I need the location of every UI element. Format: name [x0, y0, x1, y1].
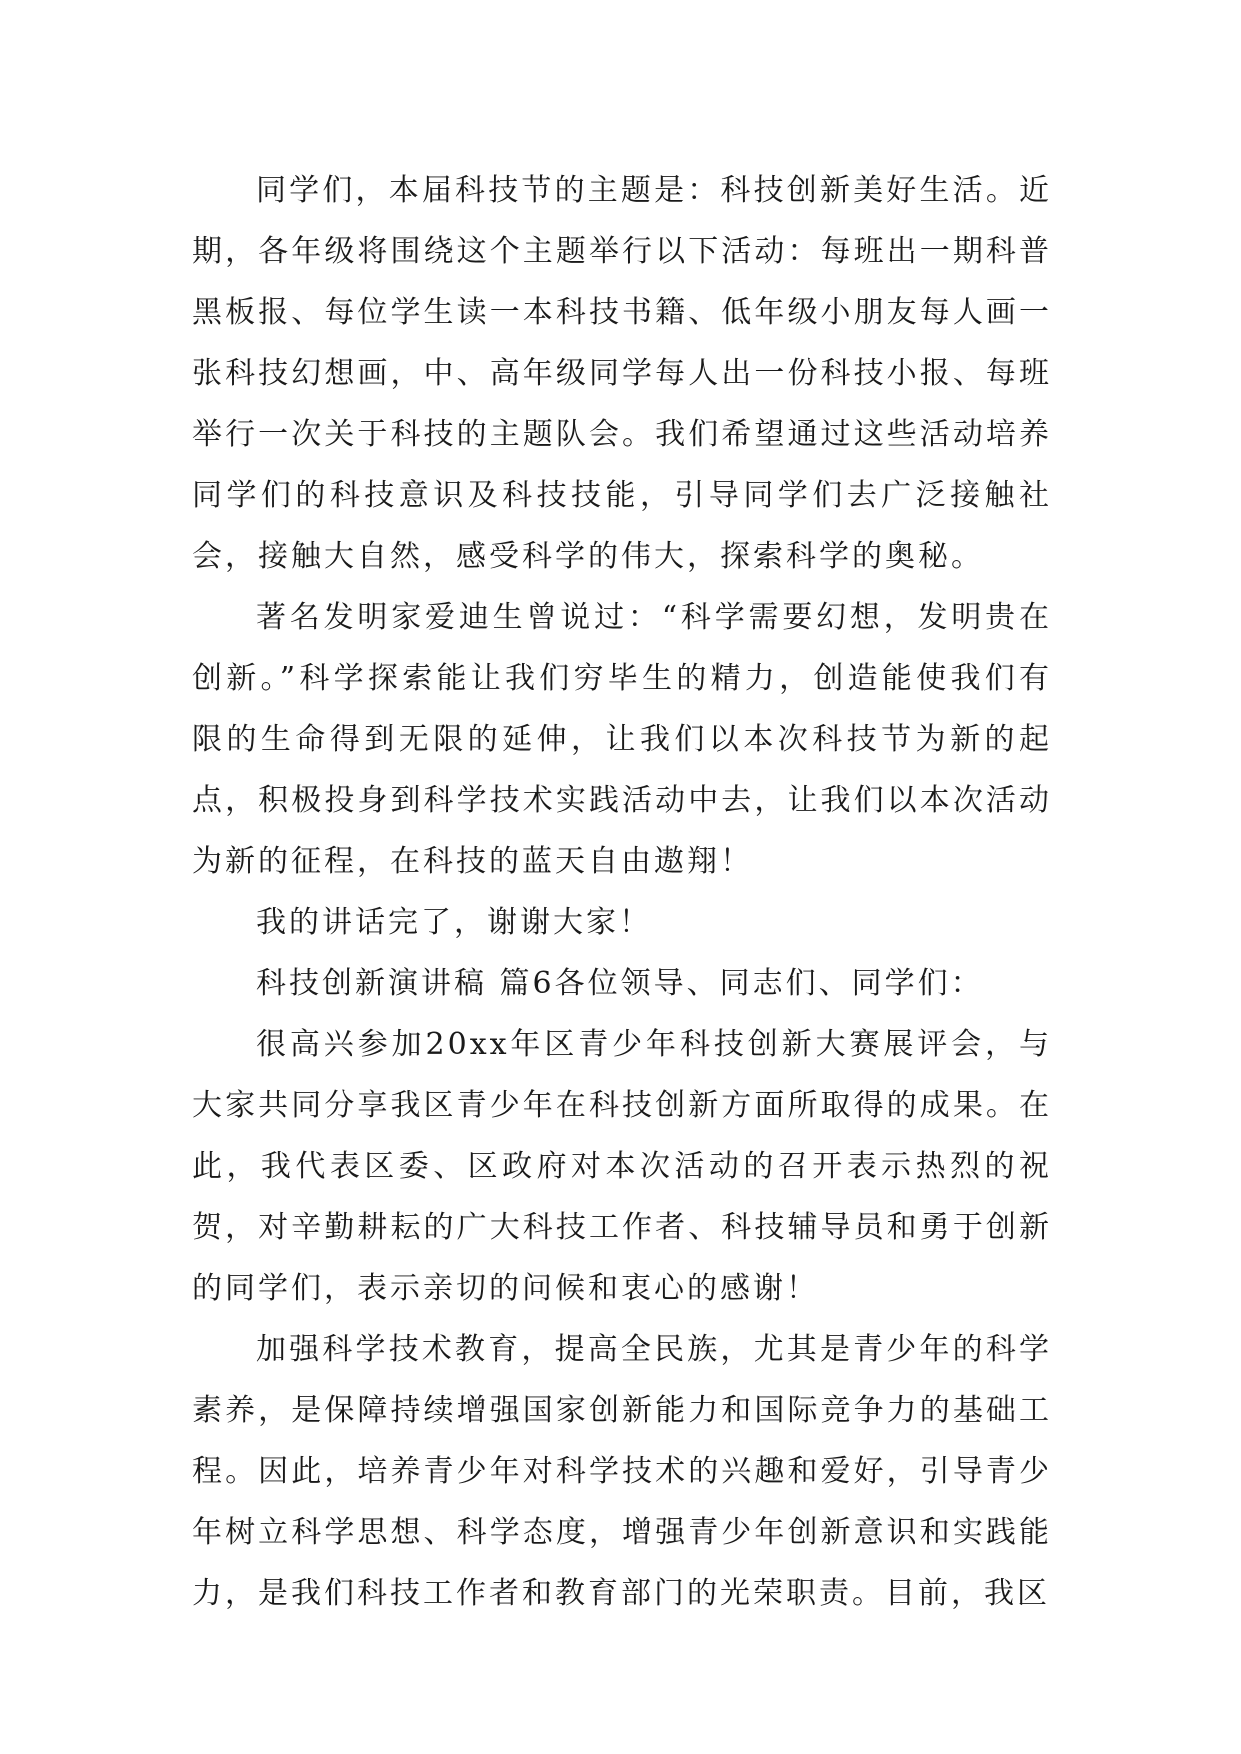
paragraph-edison-quote: 著名发明家爱迪生曾说过：“科学需要幻想，发明贵在创新。”科学探索能让我们穷毕生的精力，创造能使我们有限的生命得到无限的延伸，让我们以本次科技节为新的起点，积极投身到科学技术实践活动中去，让我们以本次活动为新的征程，在科技的蓝天自由遨翔！ [192, 600, 1052, 879]
paragraph-speech-6-heading: 科技创新演讲稿 篇6各位领导、同志们、同学们： [256, 966, 984, 1001]
paragraph-competition-greeting: 很高兴参加20xx年区青少年科技创新大赛展评会，与大家共同分享我区青少年在科技创新方面所取得的成果。在此，我代表区委、区政府对本次活动的召开表示热烈的祝贺，对辛勤耕耘的广大科技工作者、科技辅导员和勇于创新的同学们，表示亲切的问候和衷心的感谢！ [192, 1027, 1052, 1306]
paragraph-science-education: 加强科学技术教育，提高全民族，尤其是青少年的科学素养，是保障持续增强国家创新能力和国际竞争力的基础工程。因此，培养青少年对科学技术的兴趣和爱好，引导青少年树立科学思想、科学态度，增强青少年创新意识和实践能力，是我们科技工作者和教育部门的光荣职责。目前，我区 [192, 1332, 1052, 1611]
paragraph-science-festival-theme: 同学们，本届科技节的主题是：科技创新美好生活。近期，各年级将围绕这个主题举行以下活动：每班出一期科普黑板报、每位学生读一本科技书籍、低年级小朋友每人画一张科技幻想画，中、高年级同学每人出一份科技小报、每班举行一次关于科技的主题队会。我们希望通过这些活动培养同学们的科技意识及科技技能，引导同学们去广泛接触社会，接触大自然，感受科学的伟大，探索科学的奥秘。 [192, 173, 1052, 574]
paragraph-speech-closing: 我的讲话完了，谢谢大家！ [256, 905, 652, 940]
document-body [192, 160, 1052, 1624]
